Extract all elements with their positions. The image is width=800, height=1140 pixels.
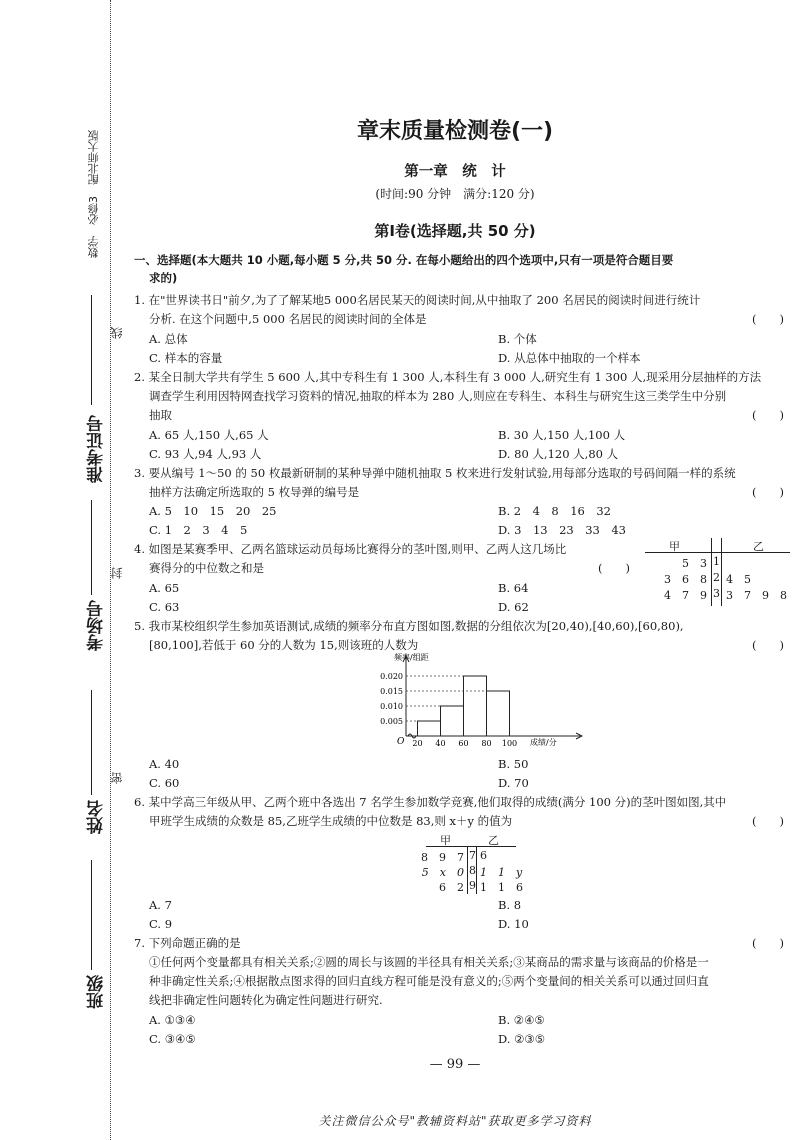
histogram-bar	[441, 706, 464, 736]
option-d: D. 10	[498, 917, 529, 931]
option-d: D. 80 人,120 人,80 人	[498, 447, 619, 461]
leaf-left: 6 2	[439, 881, 464, 894]
series-label: 数学 必修3 配北师大版	[87, 130, 100, 258]
option-a: A. 总体	[149, 332, 188, 346]
field-name: 姓名	[87, 800, 107, 834]
histogram-bar	[418, 721, 441, 736]
option-a: A. 7	[149, 898, 172, 912]
question-text: 抽取	[149, 408, 172, 422]
header-jia: 甲	[440, 834, 451, 847]
leaf-left: 5 x 0	[421, 866, 464, 879]
stem: 9	[469, 879, 476, 892]
option-a: A. 40	[149, 757, 180, 771]
option-a: A. 5 10 15 20 25	[149, 504, 277, 518]
question-text: 赛得分的中位数之和是	[149, 561, 264, 575]
field-class: 班级	[87, 975, 107, 1009]
page-number: — 99 —	[429, 1057, 481, 1072]
origin-label: O	[397, 737, 405, 747]
question-text: 6. 某中学高三年级从甲、乙两个班中各选出 7 名学生参加数学竞赛,他们取得的成绩(满分 100 分)的茎叶图如图,其中	[134, 795, 727, 809]
option-c: C. 60	[149, 776, 180, 790]
question-text: ①任何两个变量都具有相关关系;②圆的周长与该圆的半径具有相关关系;③某商品的需求量与该商品的价格是一	[149, 955, 709, 969]
question-text: 4. 如图是某赛季甲、乙两名篮球运动员每场比赛得分的茎叶图,则甲、乙两人这几场比	[134, 542, 567, 556]
option-c: C. 样本的容量	[149, 351, 223, 365]
stem: 8	[469, 864, 476, 877]
option-a: A. 65 人,150 人,65 人	[149, 428, 269, 442]
option-b: B. 2 4 8 16 32	[498, 504, 611, 518]
y-axis-label: 频率/组距	[394, 653, 429, 662]
option-d: D. 70	[498, 776, 529, 790]
answer-paren: ( )	[752, 485, 784, 499]
x-tick-label: 80	[481, 739, 492, 748]
x-tick-label: 100	[501, 739, 518, 748]
question-text: 线把非确定性问题转化为确定性问题进行研究.	[149, 993, 383, 1007]
option-c: C. 93 人,94 人,93 人	[149, 447, 262, 461]
frequency-histogram	[370, 652, 590, 752]
leaf-left: 5 3	[682, 557, 707, 570]
x-tick-label: 60	[458, 739, 469, 748]
leaf-right: 6	[480, 849, 487, 862]
option-c: C. 9	[149, 917, 173, 931]
histogram-bar	[487, 691, 510, 736]
cut-mark-secret: 密	[110, 772, 124, 784]
part-title: 第Ⅰ卷(选择题,共 50 分)	[374, 222, 536, 240]
y-tick-label: 0.010	[380, 702, 403, 711]
option-d: D. 62	[498, 600, 529, 614]
page-title: 章末质量检测卷(一)	[356, 119, 554, 144]
stem-leaf-plot-q4	[645, 538, 795, 608]
field-exam-number: 准考证号	[87, 415, 107, 483]
cut-mark-line: 线	[110, 327, 124, 339]
leaf-left: 8 9 7	[421, 851, 464, 864]
leaf-right: 3 7 9 8	[726, 589, 787, 602]
question-text: 1. 在"世界读书日"前夕,为了了解某地5 000名居民某天的阅读时间,从中抽取了 200 名居民的阅读时间进行统计	[134, 293, 701, 307]
footer-note: 关注微信公众号"教辅资料站"获取更多学习资料	[318, 1114, 592, 1128]
y-tick-label: 0.020	[380, 672, 403, 681]
question-text: 甲班学生成绩的众数是 85,乙班学生成绩的中位数是 83,则 x＋y 的值为	[149, 814, 513, 828]
leaf-right: 4 5	[726, 573, 751, 586]
answer-paren: ( )	[752, 936, 784, 950]
question-text: [80,100],若低于 60 分的人数为 15,则该班的人数为	[149, 638, 419, 652]
histogram-bar	[464, 676, 487, 736]
stem-leaf-plot-q6	[422, 832, 522, 894]
option-b: B. 50	[498, 757, 529, 771]
section-heading: 一、选择题(本大题共 10 小题,每小题 5 分,共 50 分. 在每小题给出的四个选项中,只有一项是符合题目要	[134, 253, 674, 267]
x-tick-label: 20	[412, 739, 423, 748]
option-d: D. 3 13 23 33 43	[498, 523, 626, 537]
field-line-class	[91, 860, 92, 970]
header-yi: 乙	[753, 540, 764, 553]
header-yi: 乙	[488, 834, 499, 847]
option-c: C. ③④⑤	[149, 1032, 196, 1046]
option-b: B. 个体	[498, 332, 537, 346]
x-axis-label: 成绩/分	[530, 738, 557, 747]
option-b: B. ②④⑤	[498, 1013, 545, 1027]
stem: 7	[469, 849, 476, 862]
leaf-left: 3 6 8	[664, 573, 707, 586]
answer-paren: ( )	[752, 638, 784, 652]
x-tick-label: 40	[435, 739, 446, 748]
option-b: B. 30 人,150 人,100 人	[498, 428, 626, 442]
leaf-right: 1 1 6	[480, 881, 523, 894]
stem: 1	[713, 555, 720, 568]
chapter-title: 第一章 统 计	[404, 164, 506, 180]
option-a: A. 65	[149, 581, 180, 595]
answer-paren: ( )	[752, 312, 784, 326]
header-jia: 甲	[669, 540, 680, 553]
field-room-number: 考场号	[87, 600, 107, 651]
y-tick-label: 0.005	[380, 717, 403, 726]
field-line-room-number	[91, 500, 92, 595]
cut-mark-seal: 封	[110, 567, 124, 579]
option-d: D. 从总体中抽取的一个样本	[498, 351, 641, 365]
time-info: (时间:90 分钟 满分:120 分)	[375, 187, 535, 201]
question-text: 3. 要从编号 1～50 的 50 枚最新研制的某种导弹中随机抽取 5 枚来进行发射试验,用每部分选取的号码间隔一样的系统	[134, 466, 736, 480]
answer-paren: ( )	[752, 408, 784, 422]
stem: 3	[713, 587, 720, 600]
leaf-left: 4 7 9	[664, 589, 707, 602]
option-c: C. 1 2 3 4 5	[149, 523, 248, 537]
question-text: 7. 下列命题正确的是	[134, 936, 241, 950]
option-d: D. ②③⑤	[498, 1032, 546, 1046]
question-text: 2. 某全日制大学共有学生 5 600 人,其中专科生有 1 300 人,本科生有 3 000 人,研究生有 1 300 人,现采用分层抽样的方法	[134, 370, 762, 384]
option-b: B. 64	[498, 581, 529, 595]
leaf-right: 1 1 y	[480, 866, 523, 879]
stem: 2	[713, 571, 720, 584]
section-heading-cont: 求的)	[149, 271, 178, 285]
answer-paren: ( )	[752, 814, 784, 828]
question-text: 调查学生利用因特网查找学习资料的情况,抽取的样本为 280 人,则应在专科生、本科生与研究生这三类学生中分别	[149, 389, 727, 403]
question-text: 分析. 在这个问题中,5 000 名居民的阅读时间的全体是	[149, 312, 427, 326]
option-a: A. ①③④	[149, 1013, 196, 1027]
question-text: 种非确定性关系;④根据散点图求得的回归直线方程可能是没有意义的;⑤两个变量间的相关关系可以通过回归直	[149, 974, 709, 988]
answer-paren: ( )	[598, 561, 630, 575]
field-line-name	[91, 690, 92, 795]
y-tick-label: 0.015	[380, 687, 403, 696]
question-text: 5. 我市某校组织学生参加英语测试,成绩的频率分布直方图如图,数据的分组依次为[20,40),[40,60),[60,80),	[134, 619, 684, 633]
option-b: B. 8	[498, 898, 522, 912]
field-line-exam-number	[91, 295, 92, 405]
question-text: 抽样方法确定所选取的 5 枚导弹的编号是	[149, 485, 360, 499]
option-c: C. 63	[149, 600, 180, 614]
